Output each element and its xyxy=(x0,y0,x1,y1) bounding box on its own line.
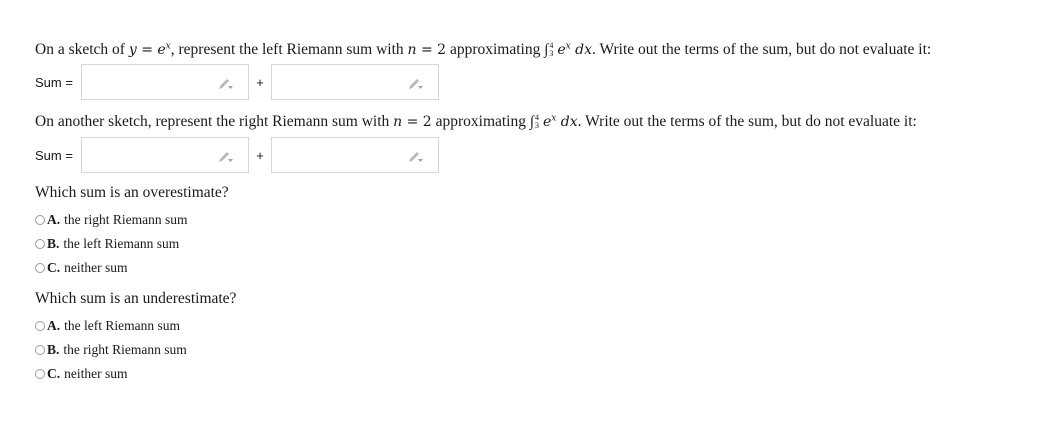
choice-option[interactable]: C. neither sum xyxy=(35,366,128,382)
sum-label: Sum = xyxy=(35,74,73,90)
left-sum-term1-input[interactable] xyxy=(81,64,249,100)
left-sum-term2-input[interactable] xyxy=(271,64,439,100)
radio-icon[interactable] xyxy=(35,239,45,249)
pencil-dropdown-icon[interactable] xyxy=(218,149,234,163)
pencil-dropdown-icon[interactable] xyxy=(408,149,424,163)
sum-row-right xyxy=(35,136,439,174)
sum-label: Sum = xyxy=(35,147,73,163)
radio-icon[interactable] xyxy=(35,263,45,273)
choice-option[interactable]: B. the right Riemann sum xyxy=(35,342,187,358)
question-underestimate: Which sum is an underestimate? xyxy=(35,290,237,307)
integrand: $e^x$ dx xyxy=(557,41,593,58)
integral-sign: ∫ xyxy=(529,114,534,130)
right-sum-term2-input[interactable] xyxy=(271,137,439,173)
pencil-dropdown-icon[interactable] xyxy=(408,76,424,90)
pencil-dropdown-icon[interactable] xyxy=(218,76,234,90)
prompt-left-riemann: On a sketch of $y = e^x$, represent the left Riemann sum with n = 2 approximating ∫ 4 3 $e^x$ dx. Write out the terms of the sum, but do not evaluate it: xyxy=(35,41,932,59)
prompt-right-riemann: On another sketch, represent the right Riemann sum with n = 2 approximating ∫ 4 3 $e^x$ dx. Write out the terms of the sum, but do not evaluate it: xyxy=(35,113,917,131)
question-overestimate: Which sum is an overestimate? xyxy=(35,184,229,201)
integral-limits: 4 3 xyxy=(534,113,539,131)
radio-icon[interactable] xyxy=(35,369,45,379)
choice-option[interactable]: C. neither sum xyxy=(35,260,128,276)
integral-limits: 4 3 xyxy=(549,41,554,59)
prompt-text: On a sketch of xyxy=(35,41,129,58)
radio-icon[interactable] xyxy=(35,321,45,331)
radio-icon[interactable] xyxy=(35,215,45,225)
integral-sign: ∫ xyxy=(544,42,549,58)
integrand: $e^x$ dx xyxy=(542,113,578,130)
math-function: $y = e^x$ xyxy=(128,41,171,58)
choice-option[interactable]: A. the left Riemann sum xyxy=(35,318,180,334)
right-sum-term1-input[interactable] xyxy=(81,137,249,173)
plus-sign: + xyxy=(256,74,264,90)
sum-row-left xyxy=(35,63,439,101)
radio-icon[interactable] xyxy=(35,345,45,355)
choice-option[interactable]: A. the right Riemann sum xyxy=(35,212,187,228)
plus-sign: + xyxy=(256,147,264,163)
choice-option[interactable]: B. the left Riemann sum xyxy=(35,236,179,252)
